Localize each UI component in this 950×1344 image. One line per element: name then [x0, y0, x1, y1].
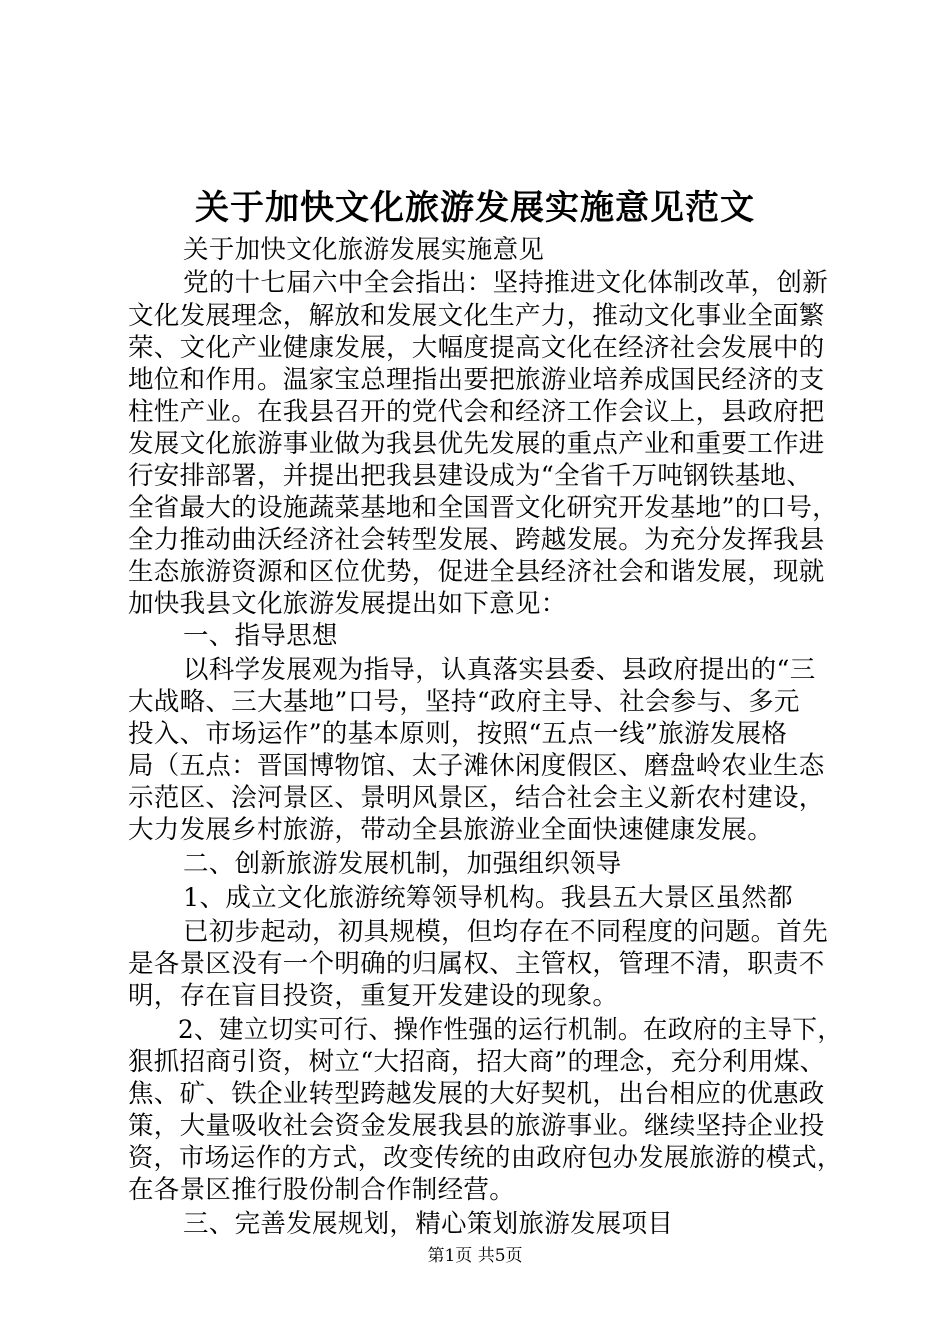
page-footer: 第1页 共5页: [427, 1246, 523, 1266]
body-line: 大战略、三大基地”口号，坚持“政府主导、社会参与、多元: [128, 687, 800, 717]
body-line: 全力推动曲沃经济社会转型发展、跨越发展。为充分发挥我县: [128, 525, 825, 555]
body-line: 明，存在盲目投资，重复开发建设的现象。: [128, 981, 619, 1011]
body-line: 以科学发展观为指导，认真落实县委、县政府提出的“三: [183, 655, 816, 685]
section-heading: 二、创新旅游发展机制，加强组织领导: [183, 849, 622, 879]
body-line: 发展文化旅游事业做为我县优先发展的重点产业和重要工作进: [128, 429, 825, 459]
body-line: 局（五点：晋国博物馆、太子滩休闲度假区、磨盘岭农业生态: [128, 751, 825, 781]
document-title: 关于加快文化旅游发展实施意见范文: [195, 188, 755, 228]
body-line: 加快我县文化旅游发展提出如下意见：: [128, 589, 567, 619]
section-heading: 三、完善发展规划，精心策划旅游发展项目: [183, 1209, 674, 1239]
body-line: 地位和作用。温家宝总理指出要把旅游业培养成国民经济的支: [128, 365, 825, 395]
body-line: 是各景区没有一个明确的归属权、主管权，管理不清，职责不: [128, 949, 825, 979]
body-line: 焦、矿、铁企业转型跨越发展的大好契机，出台相应的优惠政: [128, 1079, 825, 1109]
body-line: 已初步起动，初具规模，但均存在不同程度的问题。首先: [183, 917, 829, 947]
body-line: 2、建立切实可行、操作性强的运行机制。在政府的主导下，: [178, 1015, 843, 1045]
body-line: 示范区、浍河景区、景明风景区，结合社会主义新农村建设，: [128, 783, 825, 813]
body-line: 党的十七届六中全会指出：坚持推进文化体制改革，创新: [183, 268, 829, 298]
body-line: 1、成立文化旅游统筹领导机构。我县五大景区虽然都: [183, 883, 793, 913]
body-line: 策，大量吸收社会资金发展我县的旅游事业。继续坚持企业投: [128, 1111, 825, 1141]
body-line: 柱性产业。在我县召开的党代会和经济工作会议上，县政府把: [128, 397, 825, 427]
body-line: 行安排部署，并提出把我县建设成为“全省千万吨钢铁基地、: [128, 461, 813, 491]
body-line: 生态旅游资源和区位优势，促进全县经济社会和谐发展，现就: [128, 557, 825, 587]
body-line: 狠抓招商引资，树立“大招商，招大商”的理念，充分利用煤、: [128, 1047, 826, 1077]
body-line: 资，市场运作的方式，改变传统的由政府包办发展旅游的模式，: [128, 1143, 843, 1173]
body-line: 荣、文化产业健康发展，大幅度提高文化在经济社会发展中的: [128, 333, 825, 363]
body-line: 关于加快文化旅游发展实施意见: [183, 235, 545, 265]
section-heading: 一、指导思想: [183, 621, 338, 651]
body-line: 大力发展乡村旅游，带动全县旅游业全面快速健康发展。: [128, 815, 774, 845]
body-line: 文化发展理念，解放和发展文化生产力，推动文化事业全面繁: [128, 301, 825, 331]
body-line: 在各景区推行股份制合作制经营。: [128, 1175, 516, 1205]
body-line: 全省最大的设施蔬菜基地和全国晋文化研究开发基地”的口号，: [128, 493, 838, 523]
body-line: 投入、市场运作”的基本原则，按照“五点一线”旅游发展格: [128, 719, 788, 749]
